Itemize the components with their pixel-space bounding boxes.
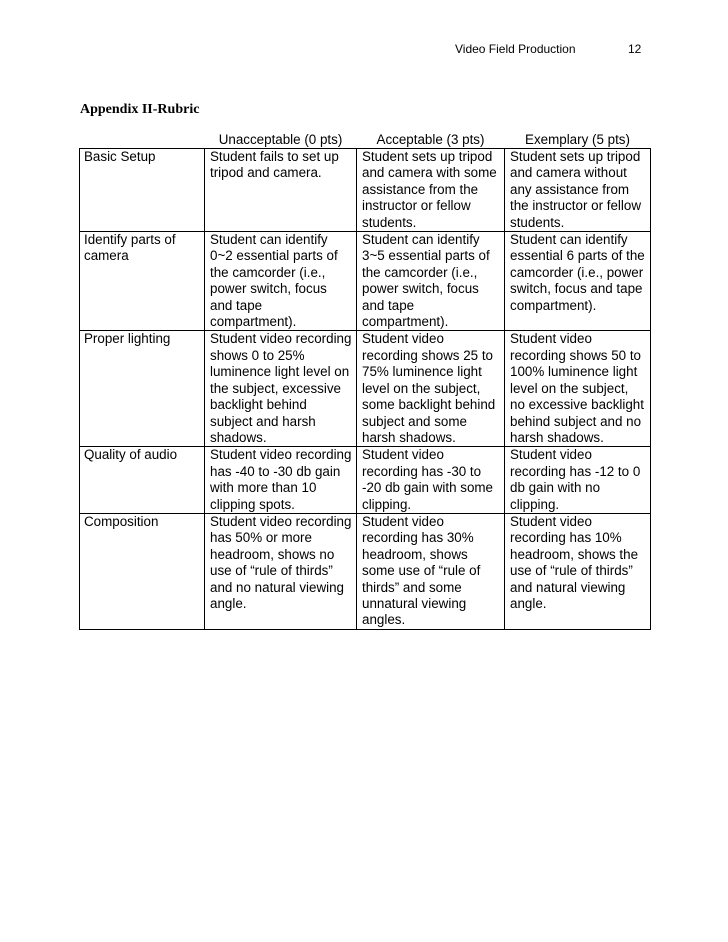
- running-head-title: Video Field Production: [455, 42, 576, 56]
- acceptable-cell: Student can identify 3~5 essential parts of the camcorder (i.e., power switch, focus and tape compartment).: [357, 232, 505, 331]
- unacceptable-cell: Student video recording has -40 to -30 db gain with more than 10 clipping spots.: [205, 447, 357, 514]
- criterion-cell: Proper lighting: [80, 331, 205, 447]
- rubric-header-row: [80, 131, 651, 149]
- exemplary-cell: Student sets up tripod and camera without any assistance from the instructor or fellow students.: [505, 149, 651, 232]
- header-criterion: [80, 131, 205, 149]
- criterion-cell: Identify parts of camera: [80, 232, 205, 331]
- criterion-cell: Quality of audio: [80, 447, 205, 514]
- rubric-table: [79, 131, 651, 630]
- criterion-cell: Basic Setup: [80, 149, 205, 232]
- rubric-row-quality-of-audio: [80, 447, 651, 514]
- unacceptable-cell: Student fails to set up tripod and camera.: [205, 149, 357, 232]
- appendix-title: Appendix II-Rubric: [80, 102, 200, 117]
- acceptable-cell: Student video recording has 30% headroom, shows some use of “rule of thirds” and some unnatural viewing angles.: [357, 513, 505, 629]
- unacceptable-cell: Student can identify 0~2 essential parts of the camcorder (i.e., power switch, focus and tape compartment).: [205, 232, 357, 331]
- page-number: 12: [628, 42, 642, 56]
- criterion-cell: Composition: [80, 513, 205, 629]
- header-acceptable: Acceptable (3 pts): [376, 131, 485, 147]
- rubric-row-composition: [80, 513, 651, 629]
- unacceptable-cell: Student video recording shows 0 to 25% luminence light level on the subject, excessive backlight behind subject and harsh shadows.: [205, 331, 357, 447]
- unacceptable-cell: Student video recording has 50% or more headroom, shows no use of “rule of thirds” and no natural viewing angle.: [205, 513, 357, 629]
- exemplary-cell: Student can identify essential 6 parts of the camcorder (i.e., power switch, focus and tape compartment).: [505, 232, 651, 331]
- exemplary-cell: Student video recording has 10% headroom, shows the use of “rule of thirds” and natural viewing angle.: [505, 513, 651, 629]
- header-unacceptable: Unacceptable (0 pts): [218, 131, 343, 147]
- exemplary-cell: Student video recording shows 50 to 100% luminence light level on the subject, no excessive backlight behind subject and no harsh shadows.: [505, 331, 651, 447]
- header-exemplary: Exemplary (5 pts): [525, 131, 630, 147]
- acceptable-cell: Student video recording has -30 to -20 db gain with some clipping.: [357, 447, 505, 514]
- acceptable-cell: Student video recording shows 25 to 75% luminence light level on the subject, some backlight behind subject and some harsh shadows.: [357, 331, 505, 447]
- rubric-row-proper-lighting: [80, 331, 651, 447]
- rubric-row-identify-parts: [80, 232, 651, 331]
- acceptable-cell: Student sets up tripod and camera with some assistance from the instructor or fellow students.: [357, 149, 505, 232]
- rubric-row-basic-setup: [80, 149, 651, 232]
- exemplary-cell: Student video recording has -12 to 0 db gain with no clipping.: [505, 447, 651, 514]
